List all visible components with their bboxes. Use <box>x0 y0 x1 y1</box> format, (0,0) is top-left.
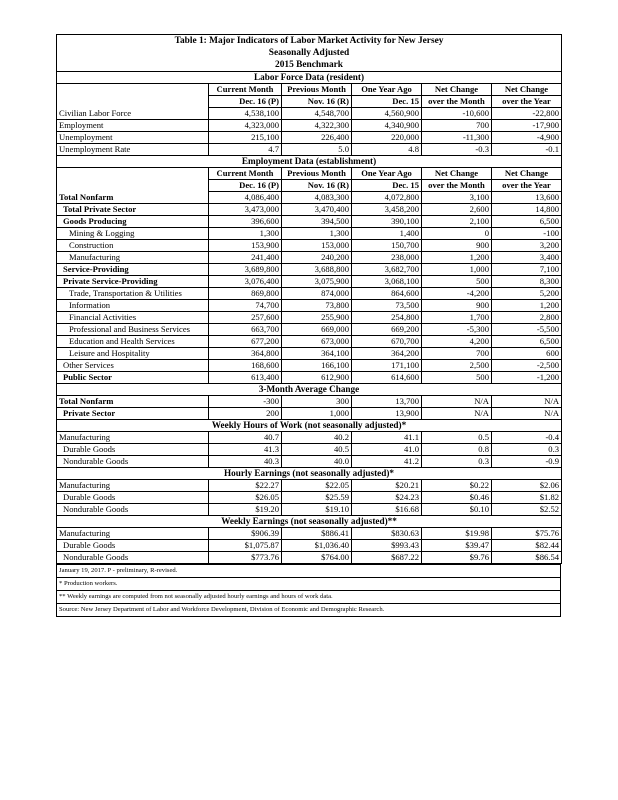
column-header: Dec. 15 <box>352 180 422 192</box>
row-value: 2,800 <box>492 312 562 324</box>
row-value: $0.46 <box>422 492 492 504</box>
row-value: 3,458,200 <box>352 204 422 216</box>
table-row <box>57 132 562 144</box>
row-label: Information <box>57 300 209 312</box>
row-value: 40.3 <box>209 456 282 468</box>
table-row <box>57 528 562 540</box>
row-value: 40.2 <box>282 432 352 444</box>
row-value: 600 <box>492 348 562 360</box>
row-value: 4,322,300 <box>282 120 352 132</box>
row-value: $86.54 <box>492 552 562 564</box>
row-value: 41.0 <box>352 444 422 456</box>
row-value: 74,700 <box>209 300 282 312</box>
row-value: $830.63 <box>352 528 422 540</box>
row-value: 3,400 <box>492 252 562 264</box>
row-value: $2.52 <box>492 504 562 516</box>
row-value: 8,300 <box>492 276 562 288</box>
row-value: 13,700 <box>352 396 422 408</box>
section-title: Labor Force Data (resident) <box>57 72 562 84</box>
row-value: 73,500 <box>352 300 422 312</box>
row-value: -0.3 <box>422 144 492 156</box>
row-label: Nondurable Goods <box>57 504 209 516</box>
column-header: Previous Month <box>282 84 352 96</box>
row-value: 2,500 <box>422 360 492 372</box>
row-value: -0.1 <box>492 144 562 156</box>
row-value: 257,600 <box>209 312 282 324</box>
row-value: 166,100 <box>282 360 352 372</box>
row-value: 153,900 <box>209 240 282 252</box>
row-value: -5,300 <box>422 324 492 336</box>
labor-market-table-sheet <box>56 34 561 617</box>
row-value: $19.20 <box>209 504 282 516</box>
row-label: Public Sector <box>57 372 209 384</box>
row-value: 3,682,700 <box>352 264 422 276</box>
column-header: One Year Ago <box>352 84 422 96</box>
row-label: Durable Goods <box>57 492 209 504</box>
row-value: -1,200 <box>492 372 562 384</box>
row-value: 41.1 <box>352 432 422 444</box>
row-value: $1,036.40 <box>282 540 352 552</box>
section-header-labor-force <box>57 72 562 84</box>
row-label: Unemployment <box>57 132 209 144</box>
row-value: 0.8 <box>422 444 492 456</box>
labor-market-table <box>56 34 562 564</box>
row-label: Private Service-Providing <box>57 276 209 288</box>
row-value: N/A <box>422 408 492 420</box>
row-label: Manufacturing <box>57 252 209 264</box>
row-label: Construction <box>57 240 209 252</box>
row-value: 3,100 <box>422 192 492 204</box>
column-header-row <box>57 96 562 108</box>
row-value: 673,000 <box>282 336 352 348</box>
row-value: 4,072,800 <box>352 192 422 204</box>
section-title: Hourly Earnings (not seasonally adjusted)* <box>57 468 562 480</box>
row-label: Total Private Sector <box>57 204 209 216</box>
section-title: 3-Month Average Change <box>57 384 562 396</box>
row-value: 669,200 <box>352 324 422 336</box>
row-value: 241,400 <box>209 252 282 264</box>
row-value: -10,600 <box>422 108 492 120</box>
row-value: -22,800 <box>492 108 562 120</box>
table-row <box>57 396 562 408</box>
row-value: -0.9 <box>492 456 562 468</box>
note-date: January 19, 2017. P - preliminary, R-revised. <box>57 565 561 578</box>
row-value: 670,700 <box>352 336 422 348</box>
row-value: 4,200 <box>422 336 492 348</box>
row-value: $19.10 <box>282 504 352 516</box>
row-value: 4,548,700 <box>282 108 352 120</box>
table-row <box>57 204 562 216</box>
row-value: 171,100 <box>352 360 422 372</box>
row-value: 364,100 <box>282 348 352 360</box>
row-label: Employment <box>57 120 209 132</box>
row-value: 613,400 <box>209 372 282 384</box>
column-header: over the Month <box>422 180 492 192</box>
row-value: -100 <box>492 228 562 240</box>
row-value: 238,000 <box>352 252 422 264</box>
row-value: 1,300 <box>282 228 352 240</box>
row-label: Manufacturing <box>57 528 209 540</box>
row-value: $16.68 <box>352 504 422 516</box>
row-value: 1,300 <box>209 228 282 240</box>
row-label: Private Sector <box>57 408 209 420</box>
table-row <box>57 144 562 156</box>
row-value: 200 <box>209 408 282 420</box>
table-row <box>57 228 562 240</box>
row-value: 153,000 <box>282 240 352 252</box>
row-value: 220,000 <box>352 132 422 144</box>
table-row <box>57 492 562 504</box>
row-label: Mining & Logging <box>57 228 209 240</box>
section-title: Employment Data (establishment) <box>57 156 562 168</box>
column-header: Net Change <box>422 168 492 180</box>
row-value: $22.05 <box>282 480 352 492</box>
row-value: 1,400 <box>352 228 422 240</box>
table-row <box>57 348 562 360</box>
row-value: N/A <box>422 396 492 408</box>
row-value: 700 <box>422 120 492 132</box>
row-value: 40.0 <box>282 456 352 468</box>
row-value: $764.00 <box>282 552 352 564</box>
column-header: Dec. 16 (P) <box>209 96 282 108</box>
row-value: 1,700 <box>422 312 492 324</box>
row-value: $1.82 <box>492 492 562 504</box>
row-value: 364,800 <box>209 348 282 360</box>
column-header-blank <box>57 84 209 96</box>
row-value: $0.22 <box>422 480 492 492</box>
table-row <box>57 192 562 204</box>
row-label: Durable Goods <box>57 444 209 456</box>
row-value: 612,900 <box>282 372 352 384</box>
row-value: 4,323,000 <box>209 120 282 132</box>
row-value: 0.3 <box>492 444 562 456</box>
row-value: 4.7 <box>209 144 282 156</box>
row-value: -2,500 <box>492 360 562 372</box>
row-value: 663,700 <box>209 324 282 336</box>
row-label: Service-Providing <box>57 264 209 276</box>
row-value: $687.22 <box>352 552 422 564</box>
note-weekly-earnings: ** Weekly earnings are computed from not seasonally adjusted hourly earnings and hours of work data. <box>57 591 561 604</box>
row-value: 4,083,300 <box>282 192 352 204</box>
column-header: Nov. 16 (R) <box>282 96 352 108</box>
row-value: 168,600 <box>209 360 282 372</box>
row-value: $0.10 <box>422 504 492 516</box>
row-value: $773.76 <box>209 552 282 564</box>
row-value: 3,068,100 <box>352 276 422 288</box>
row-value: 254,800 <box>352 312 422 324</box>
row-value: 3,689,800 <box>209 264 282 276</box>
row-value: $75.76 <box>492 528 562 540</box>
table-row <box>57 432 562 444</box>
row-value: 14,800 <box>492 204 562 216</box>
row-value: 1,000 <box>282 408 352 420</box>
table-row <box>57 120 562 132</box>
row-label: Financial Activities <box>57 312 209 324</box>
row-value: 4,560,900 <box>352 108 422 120</box>
section-header-hourly-earnings <box>57 468 562 480</box>
row-label: Civilian Labor Force <box>57 108 209 120</box>
table-row <box>57 360 562 372</box>
row-value: 500 <box>422 372 492 384</box>
row-value: 4,538,100 <box>209 108 282 120</box>
row-value: 394,500 <box>282 216 352 228</box>
row-value: 6,500 <box>492 336 562 348</box>
row-value: -4,900 <box>492 132 562 144</box>
row-value: $19.98 <box>422 528 492 540</box>
row-label: Total Nonfarm <box>57 192 209 204</box>
table-subtitle: Seasonally Adjusted <box>268 48 350 58</box>
row-value: 4.8 <box>352 144 422 156</box>
row-value: 6,500 <box>492 216 562 228</box>
column-header-row <box>57 180 562 192</box>
table-row <box>57 240 562 252</box>
section-header-weekly-hours <box>57 420 562 432</box>
row-value: 364,200 <box>352 348 422 360</box>
column-header: Dec. 16 (P) <box>209 180 282 192</box>
row-label: Leisure and Hospitality <box>57 348 209 360</box>
row-label: Professional and Business Services <box>57 324 209 336</box>
table-row <box>57 252 562 264</box>
table-row <box>57 372 562 384</box>
column-header: Dec. 15 <box>352 96 422 108</box>
column-header: over the Year <box>492 180 562 192</box>
column-header: Previous Month <box>282 168 352 180</box>
column-header-row <box>57 168 562 180</box>
row-value: 390,100 <box>352 216 422 228</box>
section-title: Weekly Hours of Work (not seasonally adjusted)* <box>57 420 562 432</box>
table-row <box>57 264 562 276</box>
row-label: Nondurable Goods <box>57 456 209 468</box>
column-header: Net Change <box>492 84 562 96</box>
column-header: Nov. 16 (R) <box>282 180 352 192</box>
row-value: 3,470,400 <box>282 204 352 216</box>
row-value: 864,600 <box>352 288 422 300</box>
table-body <box>57 35 562 564</box>
row-value: $82.44 <box>492 540 562 552</box>
section-header-employment <box>57 156 562 168</box>
column-header-blank <box>57 180 209 192</box>
row-value: 3,200 <box>492 240 562 252</box>
row-value: 5,200 <box>492 288 562 300</box>
row-value: 7,100 <box>492 264 562 276</box>
section-header-three-month <box>57 384 562 396</box>
row-value: 869,800 <box>209 288 282 300</box>
row-value: 396,600 <box>209 216 282 228</box>
row-label: Trade, Transportation & Utilities <box>57 288 209 300</box>
row-value: 41.3 <box>209 444 282 456</box>
column-header: Current Month <box>209 168 282 180</box>
table-row <box>57 408 562 420</box>
row-value: -0.4 <box>492 432 562 444</box>
column-header-row <box>57 84 562 96</box>
table-row <box>57 480 562 492</box>
note-source: Source: New Jersey Department of Labor and Workforce Development, Division of Economic and Demographic Research. <box>57 604 561 617</box>
row-value: 150,700 <box>352 240 422 252</box>
row-value: 0 <box>422 228 492 240</box>
row-value: $993.43 <box>352 540 422 552</box>
row-value: 669,000 <box>282 324 352 336</box>
table-row <box>57 456 562 468</box>
table-row <box>57 288 562 300</box>
row-value: 1,000 <box>422 264 492 276</box>
row-value: 4,340,900 <box>352 120 422 132</box>
table-row <box>57 540 562 552</box>
row-value: $22.27 <box>209 480 282 492</box>
row-value: 5.0 <box>282 144 352 156</box>
row-value: 40.7 <box>209 432 282 444</box>
table-row <box>57 324 562 336</box>
row-value: 255,900 <box>282 312 352 324</box>
column-header: Current Month <box>209 84 282 96</box>
column-header-blank <box>57 96 209 108</box>
row-value: $20.21 <box>352 480 422 492</box>
column-header: Net Change <box>492 168 562 180</box>
row-value: N/A <box>492 408 562 420</box>
row-value: 0.5 <box>422 432 492 444</box>
row-value: 2,100 <box>422 216 492 228</box>
row-value: 1,200 <box>492 300 562 312</box>
row-value: 13,900 <box>352 408 422 420</box>
row-value: 215,100 <box>209 132 282 144</box>
row-value: $906.39 <box>209 528 282 540</box>
row-label: Manufacturing <box>57 480 209 492</box>
column-header: One Year Ago <box>352 168 422 180</box>
row-value: 874,000 <box>282 288 352 300</box>
row-value: 500 <box>422 276 492 288</box>
table-notes <box>56 564 561 617</box>
table-row <box>57 276 562 288</box>
row-value: N/A <box>492 396 562 408</box>
table-row <box>57 336 562 348</box>
row-value: $886.41 <box>282 528 352 540</box>
row-label: Goods Producing <box>57 216 209 228</box>
row-value: $2.06 <box>492 480 562 492</box>
column-header: Net Change <box>422 84 492 96</box>
row-value: 2,600 <box>422 204 492 216</box>
row-value: 3,075,900 <box>282 276 352 288</box>
row-value: $9.76 <box>422 552 492 564</box>
table-row <box>57 108 562 120</box>
row-value: 614,600 <box>352 372 422 384</box>
row-label: Durable Goods <box>57 540 209 552</box>
row-value: 300 <box>282 396 352 408</box>
row-value: 73,800 <box>282 300 352 312</box>
row-value: 0.3 <box>422 456 492 468</box>
row-label: Nondurable Goods <box>57 552 209 564</box>
row-value: 13,600 <box>492 192 562 204</box>
row-value: 226,400 <box>282 132 352 144</box>
table-row <box>57 444 562 456</box>
row-value: 3,688,800 <box>282 264 352 276</box>
row-value: 900 <box>422 300 492 312</box>
table-row <box>57 504 562 516</box>
row-value: 677,200 <box>209 336 282 348</box>
row-value: 3,473,000 <box>209 204 282 216</box>
column-header: over the Month <box>422 96 492 108</box>
row-value: 1,200 <box>422 252 492 264</box>
row-label: Total Nonfarm <box>57 396 209 408</box>
table-row <box>57 312 562 324</box>
table-title: Table 1: Major Indicators of Labor Market Activity for New Jersey <box>174 36 444 46</box>
row-value: -11,300 <box>422 132 492 144</box>
row-value: $24.23 <box>352 492 422 504</box>
table-benchmark: 2015 Benchmark <box>275 60 343 70</box>
column-header: over the Year <box>492 96 562 108</box>
row-value: 4,086,400 <box>209 192 282 204</box>
column-header-blank <box>57 168 209 180</box>
row-value: $1,075.87 <box>209 540 282 552</box>
note-production: * Production workers. <box>57 578 561 591</box>
row-label: Unemployment Rate <box>57 144 209 156</box>
row-value: $26.05 <box>209 492 282 504</box>
table-row <box>57 300 562 312</box>
row-value: 240,200 <box>282 252 352 264</box>
row-label: Education and Health Services <box>57 336 209 348</box>
row-value: -17,900 <box>492 120 562 132</box>
row-value: -4,200 <box>422 288 492 300</box>
row-value: -300 <box>209 396 282 408</box>
row-value: 700 <box>422 348 492 360</box>
row-value: -5,500 <box>492 324 562 336</box>
section-title: Weekly Earnings (not seasonally adjusted)** <box>57 516 562 528</box>
table-row <box>57 216 562 228</box>
row-label: Manufacturing <box>57 432 209 444</box>
section-header-weekly-earnings <box>57 516 562 528</box>
row-value: 41.2 <box>352 456 422 468</box>
table-row <box>57 552 562 564</box>
row-value: 40.5 <box>282 444 352 456</box>
row-value: $25.59 <box>282 492 352 504</box>
row-label: Other Services <box>57 360 209 372</box>
row-value: 900 <box>422 240 492 252</box>
row-value: $39.47 <box>422 540 492 552</box>
row-value: 3,076,400 <box>209 276 282 288</box>
